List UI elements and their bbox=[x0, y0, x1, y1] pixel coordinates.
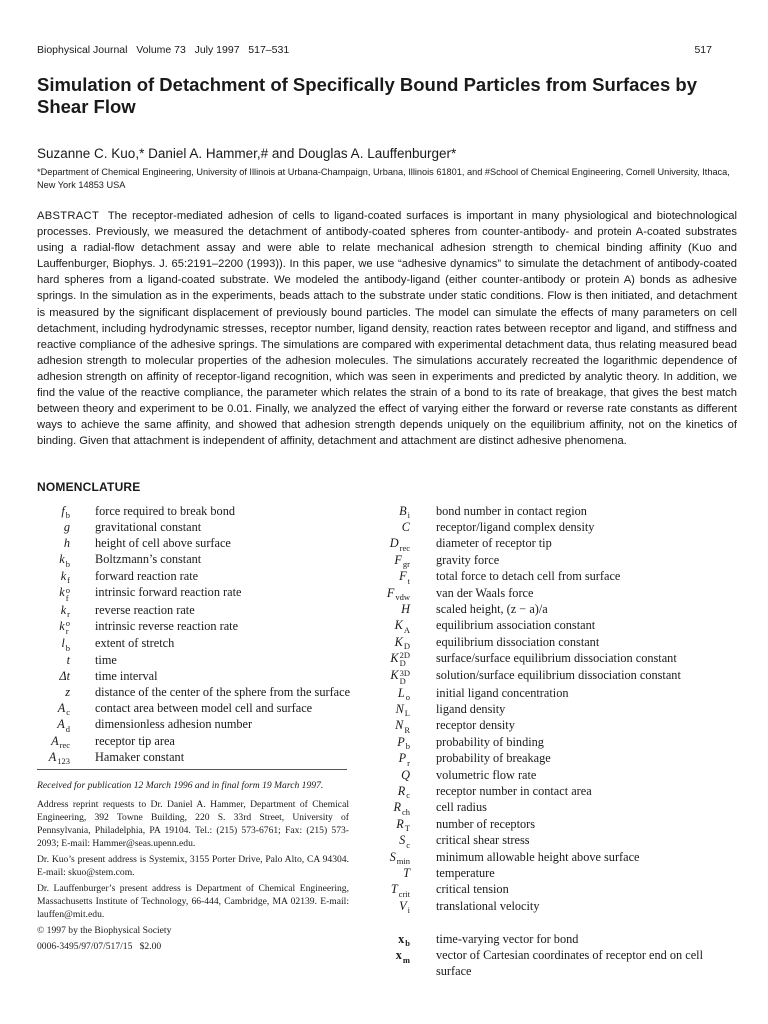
nomenclature-left-entry bbox=[14, 733, 354, 749]
received-date: Received for publication 12 March 1996 and in final form 19 March 1997. bbox=[37, 780, 324, 791]
nomenclature-symbol: h bbox=[63, 536, 70, 551]
nomenclature-definition: cell radius bbox=[436, 800, 487, 815]
nomenclature-definition: extent of stretch bbox=[95, 636, 175, 651]
copyright: © 1997 by the Biophysical Society bbox=[37, 925, 172, 936]
nomenclature-symbol: k o r bbox=[59, 618, 70, 637]
nomenclature-symbol: l b bbox=[61, 636, 70, 653]
nomenclature-symbol: T crit bbox=[390, 882, 410, 899]
nomenclature-right-entry bbox=[345, 617, 745, 633]
nomenclature-right-entry bbox=[345, 585, 745, 601]
nomenclature-left-entry bbox=[14, 618, 354, 635]
nomenclature-right-column bbox=[345, 503, 745, 914]
nomenclature-left-entry bbox=[14, 584, 354, 601]
nomenclature-definition: scaled height, (z − a)/a bbox=[436, 602, 548, 617]
nomenclature-symbol: B i bbox=[399, 504, 410, 521]
nomenclature-definition: solution/surface equilibrium dissociation constant bbox=[436, 668, 681, 683]
nomenclature-right-entry bbox=[345, 717, 745, 733]
nomenclature-definition: vector of Cartesian coordinates of receptor end on cell surface bbox=[436, 948, 704, 979]
nomenclature-right-entry bbox=[345, 881, 745, 897]
nomenclature-symbol: K 2D D bbox=[390, 650, 410, 669]
nomenclature-symbol: F gr bbox=[394, 552, 410, 570]
nomenclature-symbol: k r bbox=[60, 602, 70, 619]
nomenclature-right-entry bbox=[345, 535, 745, 551]
nomenclature-symbol: k b bbox=[59, 552, 70, 569]
nomenclature-definition: time interval bbox=[95, 668, 158, 683]
nomenclature-symbol: C bbox=[401, 520, 410, 535]
nomenclature-left-entry bbox=[14, 684, 354, 700]
nomenclature-symbol: t bbox=[66, 652, 70, 667]
nomenclature-definition: critical shear stress bbox=[436, 833, 530, 848]
kuo-address: Dr. Kuo’s present address is Systemix, 3155 Porter Drive, Palo Alto, CA 94304. E-mail: skuo@stem.com. bbox=[37, 854, 349, 878]
nomenclature-definition: receptor density bbox=[436, 718, 515, 733]
nomenclature-definition: temperature bbox=[436, 866, 495, 881]
nomenclature-symbol: K D bbox=[394, 634, 410, 652]
nomenclature-vector-entry bbox=[345, 931, 745, 947]
nomenclature-definition: intrinsic forward reaction rate bbox=[95, 585, 242, 600]
nomenclature-definition: contact area between model cell and surface bbox=[95, 700, 313, 715]
nomenclature-left-entry bbox=[14, 635, 354, 651]
nomenclature-definition: critical tension bbox=[436, 882, 509, 897]
nomenclature-symbol: S c bbox=[399, 833, 410, 850]
nomenclature-right-entry bbox=[345, 750, 745, 766]
nomenclature-symbol: K A bbox=[394, 618, 410, 635]
author-list: Suzanne C. Kuo,* Daniel A. Hammer,# and Douglas A. Lauffenburger* bbox=[37, 146, 457, 161]
nomenclature-left-entry bbox=[14, 700, 354, 716]
nomenclature-heading: NOMENCLATURE bbox=[37, 480, 141, 494]
nomenclature-vector-entry bbox=[345, 947, 745, 979]
nomenclature-symbol: g bbox=[63, 520, 70, 535]
nomenclature-left-entry bbox=[14, 503, 354, 519]
nomenclature-symbol: N L bbox=[395, 701, 410, 719]
nomenclature-definition: Boltzmann’s constant bbox=[95, 552, 202, 567]
nomenclature-symbol: f b bbox=[61, 504, 70, 521]
nomenclature-definition: probability of binding bbox=[436, 734, 544, 749]
nomenclature-symbol: F vdw bbox=[386, 585, 410, 603]
lauffenburger-address: Dr. Lauffenburger’s present address is Department of Chemical Engineering, Massachusetts Institute of Technology, 66-444, Cambridge, MA 02139. E-mail: lauffen@mit.edu. bbox=[37, 883, 349, 920]
nomenclature-symbol: T bbox=[403, 866, 410, 881]
nomenclature-right-entry bbox=[345, 783, 745, 799]
nomenclature-right-entry bbox=[345, 799, 745, 815]
nomenclature-definition: probability of breakage bbox=[436, 751, 551, 766]
nomenclature-definition: minimum allowable height above surface bbox=[436, 849, 640, 864]
nomenclature-symbol: R T bbox=[396, 816, 410, 834]
nomenclature-right-entry bbox=[345, 503, 745, 519]
nomenclature-definition: distance of the center of the sphere from the surface bbox=[95, 684, 351, 699]
nomenclature-left-entry bbox=[14, 568, 354, 584]
nomenclature-right-entry bbox=[345, 601, 745, 617]
nomenclature-left-entry bbox=[14, 652, 354, 668]
journal-citation: Biophysical Journal Volume 73 July 1997 517–531 bbox=[37, 44, 290, 56]
nomenclature-definition: bond number in contact region bbox=[436, 504, 587, 518]
nomenclature-definition: total force to detach cell from surface bbox=[436, 569, 621, 584]
nomenclature-definition: height of cell above surface bbox=[95, 536, 231, 551]
nomenclature-right-entry bbox=[345, 519, 745, 535]
nomenclature-definition: initial ligand concentration bbox=[436, 685, 569, 700]
nomenclature-symbol: P r bbox=[398, 751, 410, 768]
nomenclature-symbol: S min bbox=[389, 849, 410, 867]
footnote-rule bbox=[37, 769, 347, 770]
footnotes bbox=[37, 779, 349, 956]
nomenclature-right-entry bbox=[345, 701, 745, 717]
nomenclature-definition: equilibrium association constant bbox=[436, 618, 596, 633]
nomenclature-symbol: R ch bbox=[393, 800, 410, 817]
abstract bbox=[37, 208, 737, 449]
nomenclature-symbol: H bbox=[401, 602, 410, 617]
nomenclature-symbol: k o f bbox=[59, 584, 70, 603]
nomenclature-right-entry bbox=[345, 685, 745, 701]
nomenclature-left-entry bbox=[14, 535, 354, 551]
nomenclature-definition: ligand density bbox=[436, 701, 506, 716]
nomenclature-symbol: k f bbox=[60, 568, 70, 586]
nomenclature-definition: time bbox=[95, 652, 117, 667]
nomenclature-right-entry bbox=[345, 552, 745, 568]
nomenclature-symbol: x b bbox=[398, 932, 410, 949]
nomenclature-definition: surface/surface equilibrium dissociation constant bbox=[436, 651, 677, 666]
nomenclature-definition: van der Waals force bbox=[436, 585, 534, 600]
nomenclature-symbol: N R bbox=[395, 718, 410, 735]
nomenclature-symbol: x m bbox=[395, 948, 410, 965]
nomenclature-left-column bbox=[14, 503, 354, 765]
nomenclature-symbol: z bbox=[65, 684, 70, 699]
nomenclature-definition: receptor tip area bbox=[95, 733, 175, 748]
nomenclature-definition: forward reaction rate bbox=[95, 568, 199, 583]
nomenclature-definition: gravity force bbox=[436, 552, 500, 567]
nomenclature-left-entry bbox=[14, 716, 354, 732]
article-code: 0006-3495/97/07/517/15 $2.00 bbox=[37, 941, 162, 952]
nomenclature-symbol: A d bbox=[57, 717, 70, 734]
nomenclature-right-entry bbox=[345, 568, 745, 584]
nomenclature-symbol: A rec bbox=[51, 733, 70, 750]
nomenclature-right-entry bbox=[345, 898, 745, 914]
nomenclature-right-entry bbox=[345, 734, 745, 750]
nomenclature-right-entry bbox=[345, 832, 745, 848]
nomenclature-definition: intrinsic reverse reaction rate bbox=[95, 618, 239, 633]
nomenclature-symbol: Δt bbox=[59, 668, 70, 683]
nomenclature-symbol: F t bbox=[399, 569, 410, 586]
nomenclature-right-entry bbox=[345, 650, 745, 667]
nomenclature-right-entry bbox=[345, 849, 745, 865]
nomenclature-symbol: Q bbox=[401, 767, 410, 782]
affiliations: *Department of Chemical Engineering, University of Illinois at Urbana-Champaign, Urbana, Illinois 61801, and #School of Chemical Engineering, Cornell University, Ithaca, New York 14853 USA bbox=[37, 167, 730, 190]
nomenclature-definition: diameter of receptor tip bbox=[436, 536, 552, 551]
nomenclature-definition: receptor/ligand complex density bbox=[436, 520, 595, 535]
nomenclature-definition: number of receptors bbox=[436, 816, 536, 831]
nomenclature-right-entry bbox=[345, 634, 745, 650]
running-head bbox=[37, 44, 712, 56]
nomenclature-symbol: K 3D D bbox=[390, 667, 410, 686]
nomenclature-symbol: L o bbox=[397, 685, 410, 702]
reprint-address: Address reprint requests to Dr. Daniel A. Hammer, Department of Chemical Engineering, 392 Towne Building, 220 S. 33rd Street, University of Pennsylvania, Philadelphia, PA 19104. Tel.: (215) 573-6761; Fax: (215) 573-2093; E-mail: Hammer@seas.upenn.edu. bbox=[37, 799, 349, 849]
nomenclature-symbol: R c bbox=[397, 783, 410, 801]
nomenclature-definition: force required to break bond bbox=[95, 504, 235, 518]
nomenclature-definition: equilibrium dissociation constant bbox=[436, 634, 600, 649]
nomenclature-definition: gravitational constant bbox=[95, 520, 202, 535]
nomenclature-definition: reverse reaction rate bbox=[95, 602, 195, 617]
nomenclature-left-entry bbox=[14, 519, 354, 535]
nomenclature-left-entry bbox=[14, 749, 354, 765]
page-number: 517 bbox=[694, 44, 712, 56]
nomenclature-right-entry bbox=[345, 767, 745, 783]
nomenclature-symbol: A 123 bbox=[48, 749, 70, 767]
abstract-label: ABSTRACT bbox=[37, 210, 100, 222]
nomenclature-definition: receptor number in contact area bbox=[436, 783, 592, 798]
nomenclature-definition: time-varying vector for bond bbox=[436, 932, 579, 946]
nomenclature-vectors bbox=[345, 931, 745, 979]
nomenclature-right-entry bbox=[345, 667, 745, 684]
nomenclature-definition: translational velocity bbox=[436, 898, 540, 913]
nomenclature-symbol: A c bbox=[57, 700, 70, 718]
nomenclature-left-entry bbox=[14, 602, 354, 618]
nomenclature-left-entry bbox=[14, 551, 354, 567]
nomenclature-definition: volumetric flow rate bbox=[436, 767, 537, 782]
nomenclature-symbol: P b bbox=[397, 734, 410, 752]
nomenclature-symbol: D rec bbox=[389, 536, 410, 553]
nomenclature-definition: Hamaker constant bbox=[95, 749, 185, 764]
abstract-text: The receptor-mediated adhesion of cells to ligand-coated surfaces is important in many physiological and biotechnological processes. Previously, we measured the detachment of antibody-coated spheres from counter-antibody- and protein A-coated substrates using a radial-flow detachment assay and were able to relate mechanical adhesion strength to chemical binding affinity (Kuo and Lauffenburger, Biophys. J. 65:2191–2200 (1993)). In this paper, we use “adhesive dynamics” to simulate the detachment of antibody-coated hard spheres from a ligand-coated substrate. We modeled the antibody-ligand (either counter-antibody or protein A) bonds as adhesive springs. In the simulation as in the experiments, beads attach to the substrate under static conditions. Flow is then initiated, and detachment is measured by the significant displacement of previously bound particles. The model can simulate the effects of many parameters on cell detachment, including hydrodynamic stresses, receptor number, ligand density, reaction rates between receptor and ligand, and stiffness and reactive compliance of the adhesive springs. The simulations are compared with experimental detachment data, thus relating measured bead adhesion strength to molecular properties of the adhesion molecules. The simulations accurately recreated the logarithmic dependence of adhesion strength on affinity of receptor-ligand recognition, which was seen in experiments and predicted by analytic theory. In addition, we find the value of the reactive compliance, the parameter which relates the strain of a bond to its rate of breakage, that gives the best match between theory and experiment to be 0.01. Finally, we analyzed the effect of varying either the forward or reverse rate constants as different ways to achieve the same affinity, and showed that adhesion strength depends uniquely on the equilibrium affinity, not on the kinetics of binding. Given that attachment is independent of affinity, detachment and attachment are distinct adhesive phenomena. bbox=[37, 210, 737, 448]
nomenclature-right-entry bbox=[345, 816, 745, 832]
paper-title: Simulation of Detachment of Specifically Bound Particles from Surfaces by Shear Flow bbox=[37, 74, 697, 117]
nomenclature-definition: dimensionless adhesion number bbox=[95, 717, 253, 732]
nomenclature-right-entry bbox=[345, 865, 745, 881]
nomenclature-symbol: V i bbox=[399, 898, 410, 915]
nomenclature-left-entry bbox=[14, 668, 354, 684]
